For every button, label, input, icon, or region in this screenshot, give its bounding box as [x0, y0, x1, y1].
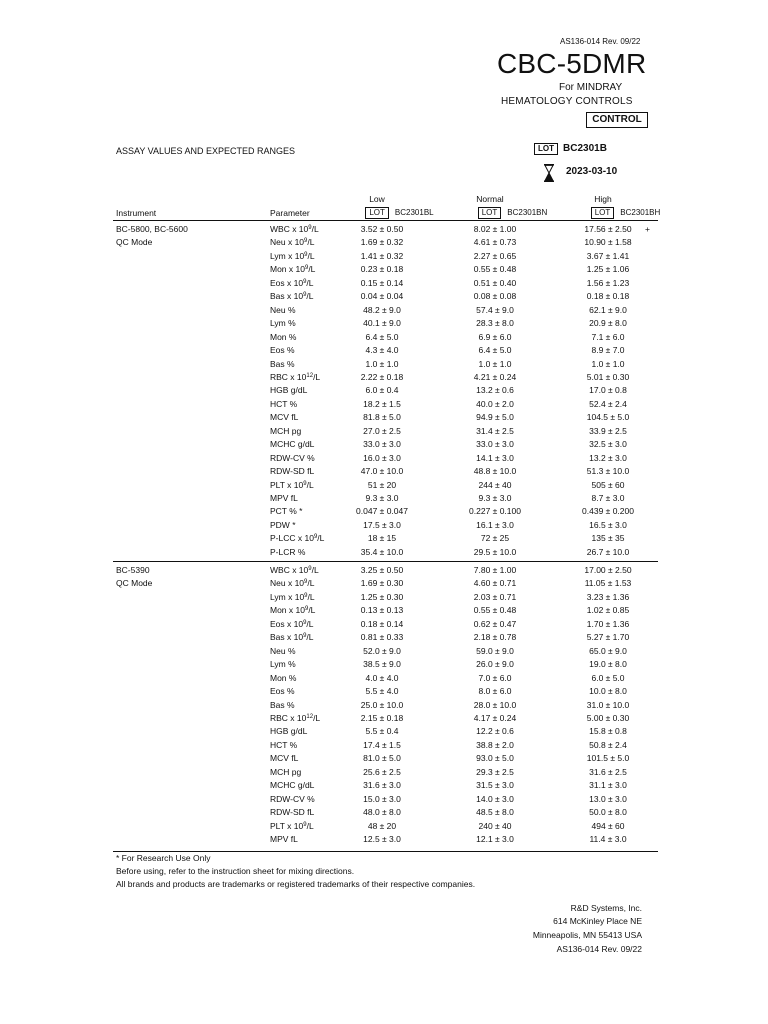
value-low: 47.0 ± 10.0: [360, 466, 404, 477]
parameter-name: RDW-SD fL: [270, 466, 315, 477]
value-low: 0.13 ± 0.13: [360, 605, 404, 616]
value-low: 18.2 ± 1.5: [363, 398, 401, 409]
footnote-trademarks: All brands and products are trademarks or registered trademarks of their respective companies.: [116, 879, 476, 889]
parameter-name: Bas %: [270, 358, 295, 369]
table-row: [0, 224, 768, 237]
value-low: 5.5 ± 0.4: [365, 726, 399, 737]
value-high: 5.27 ± 1.70: [586, 632, 630, 643]
address-street: 614 McKinley Place NE: [553, 916, 642, 926]
value-low: 27.0 ± 2.5: [363, 425, 401, 436]
footnote-research: * For Research Use Only: [116, 853, 211, 863]
value-low: 4.0 ± 4.0: [365, 672, 399, 683]
table-row: [0, 278, 768, 291]
value-normal: 240 ± 40: [478, 820, 512, 831]
value-normal: 14.1 ± 3.0: [476, 452, 514, 463]
value-high: 13.0 ± 3.0: [589, 793, 627, 804]
instrument-name: BC-5800, BC-5600: [116, 224, 188, 234]
value-low: 17.4 ± 1.5: [363, 739, 401, 750]
parameter-name: P-LCR %: [270, 546, 306, 557]
value-normal: 2.03 ± 0.71: [473, 591, 517, 602]
table-row: [0, 592, 768, 605]
table-row: [0, 659, 768, 672]
value-normal: 6.4 ± 5.0: [478, 345, 512, 356]
table-row: [0, 578, 768, 591]
parameter-name: Neu x $10^9/L$: [270, 578, 315, 589]
value-high: 26.7 ± 10.0: [586, 546, 630, 557]
parameter-name: Bas x $10^9/L$: [270, 291, 314, 302]
table-row: [0, 753, 768, 766]
value-low: 16.0 ± 3.0: [363, 452, 401, 463]
parameter-exponent: 9: [304, 579, 308, 586]
parameter-name: Mon %: [270, 331, 297, 342]
value-high: 50.8 ± 2.4: [589, 739, 627, 750]
value-low: 18 ± 15: [367, 533, 397, 544]
value-low: 25.0 ± 10.0: [360, 699, 404, 710]
value-high: 1.25 ± 1.06: [586, 264, 630, 275]
table-row: [0, 291, 768, 304]
value-high: 11.05 ± 1.53: [584, 578, 632, 589]
parameter-name: Bas %: [270, 699, 295, 710]
value-low: 2.22 ± 0.18: [360, 371, 404, 382]
value-high: 10.0 ± 8.0: [589, 686, 627, 697]
address-doc-code: AS136-014 Rev. 09/22: [556, 944, 642, 954]
value-high: 1.0 ± 1.0: [591, 358, 625, 369]
value-high: 11.4 ± 3.0: [589, 834, 627, 844]
table-row: [0, 834, 768, 847]
value-low: 81.0 ± 5.0: [363, 753, 401, 764]
lot-symbol-icon: LOT: [591, 207, 615, 219]
value-high: 17.00 ± 2.50: [584, 565, 632, 575]
level-high: High: [594, 194, 612, 204]
level-low: Low: [369, 194, 385, 204]
table-row: [0, 794, 768, 807]
lot-symbol-icon: LOT: [534, 143, 558, 155]
value-normal: 16.1 ± 3.0: [476, 519, 514, 530]
value-normal: 26.0 ± 9.0: [476, 659, 514, 670]
value-normal: 0.55 ± 0.48: [473, 264, 517, 275]
table-row: [0, 345, 768, 358]
parameter-name: Mon %: [270, 672, 297, 683]
parameter-name: Eos %: [270, 345, 295, 356]
value-high: 0.18 ± 0.18: [586, 291, 630, 302]
value-high: 494 ± 60: [591, 820, 625, 831]
value-high: 101.5 ± 5.0: [586, 753, 630, 764]
parameter-name: HGB g/dL: [270, 385, 308, 396]
table-row: [0, 646, 768, 659]
table-bottom-rule: [113, 851, 658, 852]
value-high: 17.0 ± 0.8: [589, 385, 627, 396]
value-normal: 12.2 ± 0.6: [476, 726, 514, 737]
parameter-exponent: 9: [303, 619, 307, 626]
value-high: 3.67 ± 1.41: [586, 250, 630, 261]
value-normal: 13.2 ± 0.6: [476, 385, 514, 396]
value-normal: 57.4 ± 9.0: [476, 304, 514, 315]
parameter-name: Mon x $10^9/L$: [270, 264, 316, 275]
parameter-exponent: 9: [303, 278, 307, 285]
value-normal: 0.08 ± 0.08: [473, 291, 517, 302]
doc-code-top: AS136-014 Rev. 09/22: [560, 37, 641, 46]
table-row: [0, 493, 768, 506]
lot-number-value: BC2301B: [563, 143, 607, 154]
parameter-name: RDW-CV %: [270, 452, 315, 463]
value-normal: 48.5 ± 8.0: [476, 807, 514, 818]
value-low: 48.2 ± 9.0: [363, 304, 401, 315]
parameter-name: RBC x $10^{12}/L$: [270, 371, 321, 382]
parameter-exponent: 9: [304, 606, 309, 613]
value-low: 1.0 ± 1.0: [365, 358, 399, 369]
address-company: R&D Systems, Inc.: [570, 903, 642, 913]
value-normal: 0.51 ± 0.40: [473, 277, 517, 288]
parameter-name: PDW *: [270, 519, 296, 530]
value-high: 20.9 ± 8.0: [589, 318, 627, 329]
hourglass-expiry-icon: [542, 164, 556, 182]
table-row: [0, 264, 768, 277]
value-high: 65.0 ± 9.0: [589, 645, 627, 656]
parameter-name: Neu x $10^9/L$: [270, 237, 315, 248]
table-row: [0, 700, 768, 713]
table-row: [0, 385, 768, 398]
value-high: 1.70 ± 1.36: [586, 618, 630, 629]
value-high: 5.01 ± 0.30: [586, 371, 630, 382]
parameter-exponent: 12: [306, 713, 314, 720]
footnote-mixing: Before using, refer to the instruction sheet for mixing directions.: [116, 866, 355, 876]
value-normal: 0.227 ± 0.100: [469, 506, 521, 517]
parameter-name: MPV fL: [270, 834, 298, 844]
plus-mark: +: [645, 224, 650, 234]
value-high: 33.9 ± 2.5: [589, 425, 627, 436]
col-low-lot: LOT BC2301BL: [342, 207, 457, 219]
table-row: [0, 547, 768, 560]
parameter-name: MPV fL: [270, 493, 298, 503]
table-row: [0, 426, 768, 439]
parameter-name: PLT x $10^9/L$: [270, 820, 314, 831]
col-normal-lot: LOT BC2301BN: [455, 207, 570, 219]
parameter-name: Eos x $10^9/L$: [270, 277, 314, 288]
table-row: [0, 821, 768, 834]
parameter-name: MCV fL: [270, 753, 299, 764]
parameter-name: Neu %: [270, 645, 296, 656]
value-low: 81.8 ± 5.0: [363, 412, 401, 423]
col-instrument: Instrument: [116, 208, 157, 218]
parameter-exponent: 9: [308, 225, 312, 231]
parameter-exponent: 12: [306, 372, 314, 379]
parameter-name: Lym %: [270, 659, 296, 670]
value-normal: 29.5 ± 10.0: [473, 546, 517, 557]
value-normal: 38.8 ± 2.0: [476, 739, 514, 750]
value-high: 135 ± 35: [591, 533, 625, 544]
parameter-name: Mon x $10^9/L$: [270, 605, 316, 616]
table-row: [0, 399, 768, 412]
value-low: 0.15 ± 0.14: [360, 277, 404, 288]
table-row: [0, 318, 768, 331]
table-row: [0, 480, 768, 493]
value-normal: 40.0 ± 2.0: [476, 398, 514, 409]
parameter-exponent: 9: [303, 480, 307, 487]
parameter-name: Lym x $10^9/L$: [270, 250, 315, 261]
value-low: 0.23 ± 0.18: [360, 264, 404, 275]
value-high: 31.0 ± 10.0: [586, 699, 630, 710]
value-normal: 4.60 ± 0.71: [473, 578, 517, 589]
value-high: 8.7 ± 3.0: [591, 493, 625, 503]
value-low: 48.0 ± 8.0: [363, 807, 401, 818]
value-low: 9.3 ± 3.0: [365, 493, 399, 503]
value-normal: 6.9 ± 6.0: [478, 331, 512, 342]
value-high: 8.9 ± 7.0: [591, 345, 625, 356]
table-row: [0, 605, 768, 618]
col-high-lot: LOT BC2301BH: [568, 207, 683, 219]
instrument-name: BC-5390: [116, 565, 150, 575]
parameter-name: WBC x $10^9/L$: [270, 565, 319, 575]
parameter-exponent: 9: [304, 592, 308, 599]
parameter-name: Eos x $10^9/L$: [270, 618, 314, 629]
parameter-name: RBC x $10^{12}/L$: [270, 712, 321, 723]
value-high: 1.02 ± 0.85: [586, 605, 630, 616]
table-row: [0, 780, 768, 793]
value-low: 33.0 ± 3.0: [363, 439, 401, 450]
value-high: 31.6 ± 2.5: [589, 766, 627, 777]
value-high: 16.5 ± 3.0: [589, 519, 627, 530]
table-row: [0, 237, 768, 250]
table-row: [0, 305, 768, 318]
table-row: [0, 372, 768, 385]
group-divider: [113, 561, 658, 562]
instrument-mode: QC Mode: [116, 578, 153, 589]
parameter-name: HGB g/dL: [270, 726, 308, 737]
table-row: [0, 251, 768, 264]
parameter-name: PCT % *: [270, 506, 303, 517]
value-high: 15.8 ± 0.8: [589, 726, 627, 737]
table-row: [0, 713, 768, 726]
for-line: For MINDRAY: [559, 82, 623, 93]
value-high: 31.1 ± 3.0: [589, 780, 627, 791]
value-normal: 59.0 ± 9.0: [476, 645, 514, 656]
value-low: 3.25 ± 0.50: [360, 565, 404, 575]
value-normal: 4.21 ± 0.24: [473, 371, 517, 382]
value-low: 51 ± 20: [367, 479, 397, 490]
table-row: [0, 565, 768, 578]
table-row: [0, 632, 768, 645]
value-low: 40.1 ± 9.0: [363, 318, 401, 329]
table-row: [0, 453, 768, 466]
value-normal: 2.18 ± 0.78: [473, 632, 517, 643]
value-low: 38.5 ± 9.0: [363, 659, 401, 670]
parameter-name: MCV fL: [270, 412, 299, 423]
value-high: 13.2 ± 3.0: [589, 452, 627, 463]
value-normal: 94.9 ± 5.0: [476, 412, 514, 423]
value-normal: 7.80 ± 1.00: [473, 565, 517, 575]
value-normal: 8.02 ± 1.00: [473, 224, 517, 234]
value-low: 1.69 ± 0.30: [360, 578, 404, 589]
value-normal: 12.1 ± 3.0: [476, 834, 514, 844]
value-low: 48 ± 20: [367, 820, 397, 831]
value-low: 17.5 ± 3.0: [363, 519, 401, 530]
value-normal: 93.0 ± 5.0: [476, 753, 514, 764]
value-high: 50.0 ± 8.0: [589, 807, 627, 818]
value-high: 5.00 ± 0.30: [586, 712, 630, 723]
value-low: 1.69 ± 0.32: [360, 237, 404, 248]
level-normal: Normal: [476, 194, 504, 204]
value-low: 6.4 ± 5.0: [365, 331, 399, 342]
value-high: 62.1 ± 9.0: [589, 304, 627, 315]
parameter-name: MCH pg: [270, 766, 302, 777]
value-low: 35.4 ± 10.0: [360, 546, 404, 557]
value-high: 52.4 ± 2.4: [589, 398, 627, 409]
value-normal: 0.55 ± 0.48: [473, 605, 517, 616]
value-low: 0.04 ± 0.04: [360, 291, 404, 302]
parameter-name: Lym %: [270, 318, 296, 329]
value-normal: 244 ± 40: [478, 479, 512, 490]
value-low: 25.6 ± 2.5: [363, 766, 401, 777]
value-normal: 2.27 ± 0.65: [473, 250, 517, 261]
value-high: 104.5 ± 5.0: [586, 412, 630, 423]
parameter-name: HCT %: [270, 739, 298, 750]
assay-title: ASSAY VALUES AND EXPECTED RANGES: [116, 146, 296, 156]
value-high: 0.439 ± 0.200: [582, 506, 634, 517]
parameter-exponent: 9: [313, 534, 318, 541]
parameter-exponent: 9: [304, 238, 308, 245]
parameter-name: RDW-SD fL: [270, 807, 315, 818]
parameter-exponent: 9: [303, 292, 307, 299]
value-low: 0.81 ± 0.33: [360, 632, 404, 643]
value-high: 6.0 ± 5.0: [591, 672, 625, 683]
header-rule: [113, 220, 658, 221]
parameter-name: P-LCC x $10^9/L$: [270, 533, 325, 544]
parameter-name: WBC x $10^9/L$: [270, 224, 319, 234]
value-high: 19.0 ± 8.0: [589, 659, 627, 670]
parameter-name: MCHC g/dL: [270, 780, 315, 791]
table-row: [0, 439, 768, 452]
parameter-name: PLT x $10^9/L$: [270, 479, 314, 490]
value-normal: 28.3 ± 8.0: [476, 318, 514, 329]
value-high: 505 ± 60: [591, 479, 625, 490]
value-low: 15.0 ± 3.0: [363, 793, 401, 804]
instrument-mode: QC Mode: [116, 237, 153, 248]
value-low: 0.047 ± 0.047: [356, 506, 408, 517]
value-high: 32.5 ± 3.0: [589, 439, 627, 450]
expiry-date: 2023-03-10: [566, 166, 618, 177]
value-normal: 14.0 ± 3.0: [476, 793, 514, 804]
controls-line: HEMATOLOGY CONTROLS: [501, 96, 633, 107]
value-normal: 0.62 ± 0.47: [473, 618, 517, 629]
value-normal: 48.8 ± 10.0: [473, 466, 517, 477]
value-low: 0.18 ± 0.14: [360, 618, 404, 629]
table-row: [0, 359, 768, 372]
value-low: 31.6 ± 3.0: [363, 780, 401, 791]
table-row: [0, 767, 768, 780]
value-low: 1.41 ± 0.32: [360, 250, 404, 261]
value-low: 4.3 ± 4.0: [365, 345, 399, 356]
value-normal: 4.17 ± 0.24: [473, 712, 517, 723]
product-title: CBC-5DMR: [497, 48, 647, 79]
control-label-box: CONTROL: [586, 112, 648, 128]
value-low: 2.15 ± 0.18: [360, 712, 404, 723]
parameter-exponent: 9: [303, 821, 307, 828]
value-high: 7.1 ± 6.0: [591, 331, 625, 342]
table-row: [0, 673, 768, 686]
value-high: 1.56 ± 1.23: [586, 277, 630, 288]
parameter-name: Eos %: [270, 686, 295, 697]
lot-symbol-icon: LOT: [365, 207, 389, 219]
value-low: 3.52 ± 0.50: [360, 224, 404, 234]
table-row: [0, 466, 768, 479]
parameter-name: Neu %: [270, 304, 296, 315]
parameter-exponent: 9: [308, 566, 312, 572]
value-normal: 8.0 ± 6.0: [478, 686, 512, 697]
value-low: 52.0 ± 9.0: [363, 645, 401, 656]
parameter-exponent: 9: [304, 251, 308, 258]
parameter-name: Lym x $10^9/L$: [270, 591, 315, 602]
parameter-exponent: 9: [303, 633, 307, 640]
value-low: 6.0 ± 0.4: [365, 385, 399, 396]
value-low: 1.25 ± 0.30: [360, 591, 404, 602]
parameter-name: MCHC g/dL: [270, 439, 315, 450]
value-normal: 29.3 ± 2.5: [476, 766, 514, 777]
table-row: [0, 520, 768, 533]
table-row: [0, 332, 768, 345]
table-row: [0, 533, 768, 546]
table-row: [0, 619, 768, 632]
parameter-name: Bas x $10^9/L$: [270, 632, 314, 643]
value-normal: 31.4 ± 2.5: [476, 425, 514, 436]
table-row: [0, 726, 768, 739]
lot-number: [534, 143, 607, 155]
table-row: [0, 807, 768, 820]
value-low: 5.5 ± 4.0: [365, 686, 399, 697]
col-parameter: Parameter: [270, 208, 310, 218]
value-normal: 72 ± 25: [480, 533, 510, 544]
value-normal: 33.0 ± 3.0: [476, 439, 514, 450]
parameter-name: RDW-CV %: [270, 793, 315, 804]
table-row: [0, 740, 768, 753]
value-normal: 31.5 ± 3.0: [476, 780, 514, 791]
value-normal: 9.3 ± 3.0: [478, 493, 512, 503]
parameter-name: HCT %: [270, 398, 298, 409]
value-normal: 28.0 ± 10.0: [473, 699, 517, 710]
value-low: 12.5 ± 3.0: [363, 834, 401, 844]
value-high: 51.3 ± 10.0: [586, 466, 630, 477]
value-normal: 7.0 ± 6.0: [478, 672, 512, 683]
lot-symbol-icon: LOT: [478, 207, 502, 219]
parameter-exponent: 9: [304, 265, 309, 272]
table-row: [0, 506, 768, 519]
value-high: 10.90 ± 1.58: [584, 237, 632, 248]
value-normal: 4.61 ± 0.73: [473, 237, 517, 248]
address-city: Minneapolis, MN 55413 USA: [532, 930, 642, 940]
table-row: [0, 412, 768, 425]
value-normal: 1.0 ± 1.0: [478, 358, 512, 369]
parameter-name: MCH pg: [270, 425, 302, 436]
value-high: 3.23 ± 1.36: [586, 591, 630, 602]
value-high: 17.56 ± 2.50: [584, 224, 632, 234]
table-row: [0, 686, 768, 699]
